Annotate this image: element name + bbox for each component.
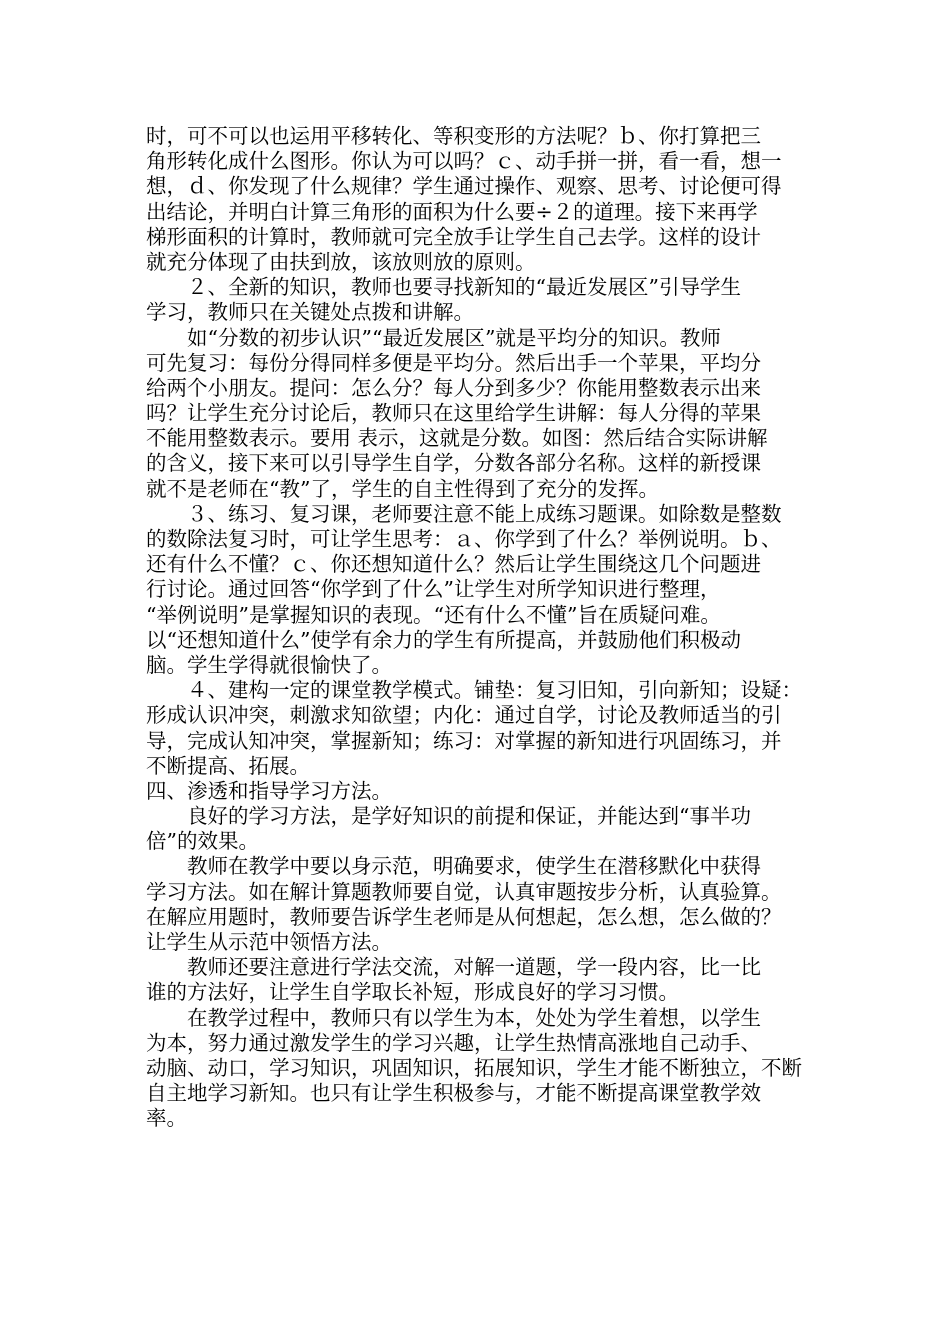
text-line: 自主地学习新知。也只有让学生积极参与，才能不断提高课堂教学效 — [146, 1081, 761, 1106]
text-line: ４、建构一定的课堂教学模式。铺垫：复习旧知，引向新知；设疑： — [146, 678, 802, 703]
text-line: 给两个小朋友。提问：怎么分？每人分到多少？你能用整数表示出来 — [146, 375, 761, 400]
text-line: 为本，努力通过激发学生的学习兴趣，让学生热情高涨地自己动手、 — [146, 1030, 761, 1055]
text-line: 让学生从示范中领悟方法。 — [146, 930, 392, 954]
text-line: 导，完成认知冲突，掌握新知；练习：对掌握的新知进行巩固练习，并 — [146, 728, 782, 753]
text-line: 出结论，并明白计算三角形的面积为什么要÷２的道理。接下来再学 — [146, 199, 758, 224]
text-line: 四、渗透和指导学习方法。 — [146, 778, 392, 803]
text-line: 想，ｄ、你发现了什么规律？学生通过操作、观察、思考、讨论便可得 — [146, 174, 782, 199]
text-line: ３、练习、复习课，老师要注意不能上成练习题课。如除数是整数 — [146, 501, 782, 526]
text-line: “举例说明”是掌握知识的表现。“还有什么不懂”旨在质疑问难。 — [146, 602, 721, 627]
text-line: 可先复习：每份分得同样多便是平均分。然后出手一个苹果，平均分 — [146, 350, 761, 375]
text-line: 如“分数的初步认识”“最近发展区”就是平均分的知识。教师 — [146, 325, 721, 350]
text-line: 时，可不可以也运用平移转化、等积变形的方法呢？ｂ、你打算把三 — [146, 124, 761, 148]
text-line: 不断提高、拓展。 — [146, 753, 310, 778]
text-line: 谁的方法好，让学生自学取长补短，形成良好的学习习惯。 — [146, 980, 679, 1005]
text-line: 形成认识冲突，刺激求知欲望；内化：通过自学，讨论及教师适当的引 — [146, 703, 782, 728]
text-line: 还有什么不懂？ｃ、你还想知道什么？然后让学生围绕这几个问题进 — [146, 552, 761, 577]
text-line: 吗？让学生充分讨论后，教师只在这里给学生讲解：每人分得的苹果 — [146, 401, 761, 426]
text-line: 角形转化成什么图形。你认为可以吗？ｃ、动手拼一拼，看一看，想一 — [146, 149, 782, 174]
text-line: 率。 — [146, 1106, 187, 1131]
text-line: 教师还要注意进行学法交流，对解一道题，学一段内容，比一比 — [146, 955, 761, 980]
text-line: 在解应用题时，教师要告诉学生老师是从何想起，怎么想，怎么做的？ — [146, 904, 782, 929]
text-line: 良好的学习方法，是学好知识的前提和保证，并能达到“事半功 — [146, 804, 751, 829]
text-line: 就不是老师在“教”了，学生的自主性得到了充分的发挥。 — [146, 476, 659, 501]
text-line: 行讨论。通过回答“你学到了什么”让学生对所学知识进行整理， — [146, 577, 721, 602]
text-line: ２、全新的知识，教师也要寻找新知的“最近发展区”引导学生 — [146, 275, 741, 300]
text-line: 学习方法。如在解计算题教师要自觉，认真审题按步分析，认真验算。 — [146, 879, 782, 904]
body-text — [146, 124, 814, 1132]
text-line: 教师在教学中要以身示范，明确要求，使学生在潜移默化中获得 — [146, 854, 761, 879]
text-line: 就充分体现了由扶到放，该放则放的原则。 — [146, 249, 536, 274]
text-line: 梯形面积的计算时，教师就可完全放手让学生自己去学。这样的设计 — [146, 224, 761, 249]
text-line: 不能用整数表示。要用 表示，这就是分数。如图：然后结合实际讲解 — [146, 426, 768, 451]
text-line: 学习，教师只在关键处点拨和讲解。 — [146, 300, 474, 325]
text-line: 在教学过程中，教师只有以学生为本，处处为学生着想，以学生 — [146, 1005, 761, 1030]
text-line: 脑。学生学得就很愉快了。 — [146, 652, 392, 677]
text-line: 的数除法复习时，可让学生思考：ａ、你学到了什么？举例说明。ｂ、 — [146, 527, 782, 551]
text-line: 的含义，接下来可以引导学生自学，分数各部分名称。这样的新授课 — [146, 451, 761, 476]
text-line: 以“还想知道什么”使学有余力的学生有所提高，并鼓励他们积极动 — [146, 627, 741, 652]
text-line: 倍”的效果。 — [146, 829, 259, 854]
text-line: 动脑、动口，学习知识，巩固知识，拓展知识，学生才能不断独立，不断 — [146, 1055, 802, 1080]
